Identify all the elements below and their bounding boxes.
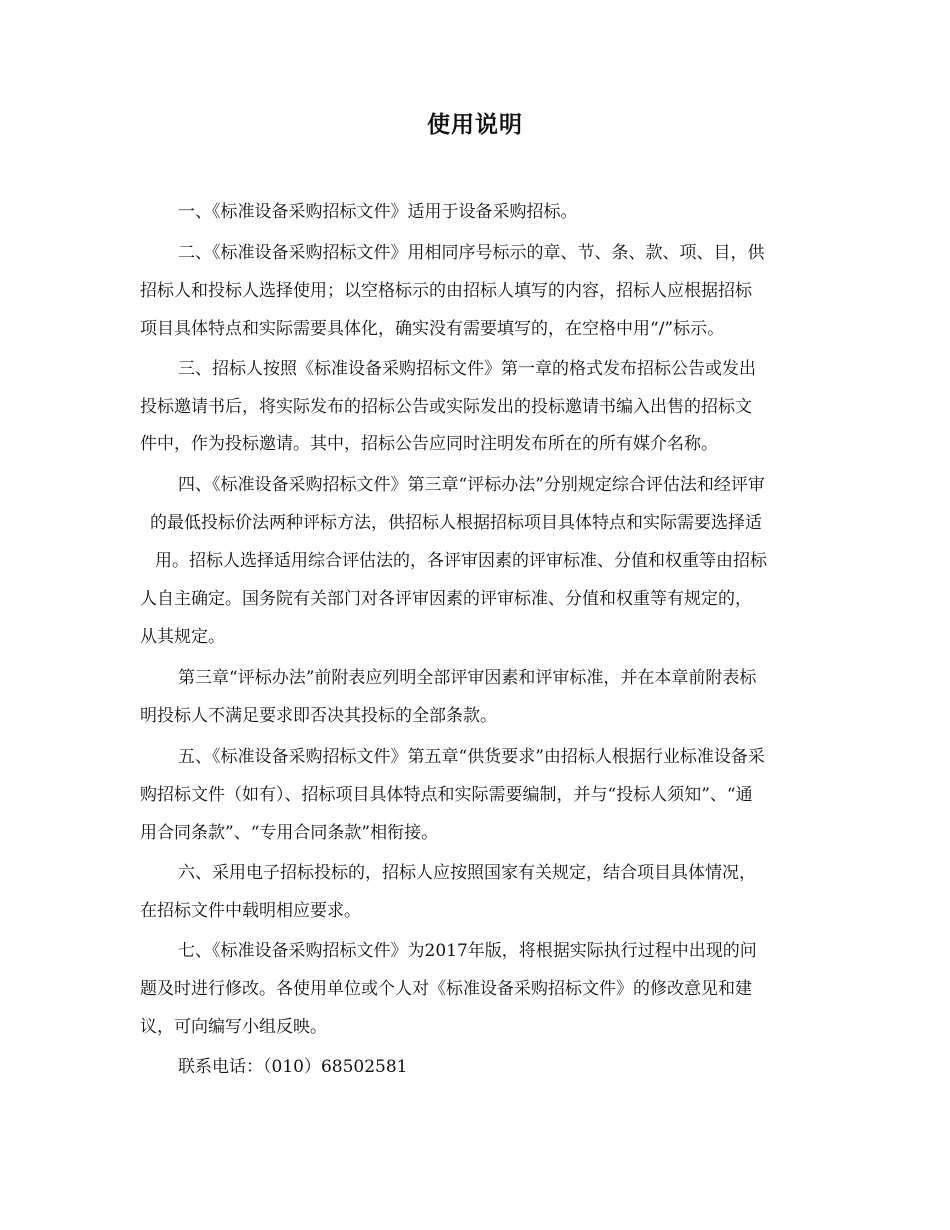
paragraph-line: 用合同条款”、“专用合同条款”相衔接。 — [140, 823, 439, 843]
paragraph-line: 的最低投标价法两种评标方法，供招标人根据招标项目具体特点和实际需要选择适 — [150, 513, 762, 533]
contact-phone: 联系电话：（010）68502581 — [178, 1057, 408, 1077]
paragraph-line: 件中，作为投标邀请。其中，招标公告应同时注明发布所在的所有媒介名称。 — [140, 434, 718, 454]
paragraph-line: 招标人和投标人选择使用；以空格标示的由招标人填写的内容，招标人应根据招标 — [140, 281, 752, 301]
paragraph-line: 项目具体特点和实际需要具体化，确实没有需要填写的，在空格中用“/”标示。 — [140, 319, 725, 339]
paragraph-line: 四、《标准设备采购招标文件》第三章“评标办法”分别规定综合评估法和经评审 — [178, 475, 765, 495]
paragraph-line: 投标邀请书后，将实际发布的招标公告或实际发出的投标邀请书编入出售的招标文 — [140, 397, 752, 417]
paragraph-line: 购招标文件（如有）、招标项目具体特点和实际需要编制，并与“投标人须知”、“通 — [140, 785, 753, 805]
paragraph-line: 明投标人不满足要求即否决其投标的全部条款。 — [140, 706, 497, 726]
paragraph-line: 五、《标准设备采购招标文件》第五章“供货要求”由招标人根据行业标准设备采 — [178, 747, 765, 767]
paragraph-line: 人自主确定。国务院有关部门对各评审因素的评审标准、分值和权重等有规定的， — [140, 589, 752, 609]
paragraph-line: 二、《标准设备采购招标文件》用相同序号标示的章、节、条、款、项、目，供 — [178, 243, 765, 263]
paragraph-line: 七、《标准设备采购招标文件》为2017年版，将根据实际执行过程中出现的问 — [178, 941, 757, 961]
paragraph-line: 议，可向编写小组反映。 — [140, 1017, 327, 1037]
paragraph-line: 一、《标准设备采购招标文件》适用于设备采购招标。 — [178, 202, 578, 222]
paragraph-line: 在招标文件中载明相应要求。 — [140, 901, 361, 921]
paragraph-line: 题及时进行修改。各使用单位或个人对《标准设备采购招标文件》的修改意见和建 — [140, 979, 752, 999]
paragraph-line: 用。招标人选择适用综合评估法的，各评审因素的评审标准、分值和权重等由招标 — [155, 551, 767, 571]
paragraph-line: 从其规定。 — [140, 627, 225, 647]
page-title: 使用说明 — [427, 112, 523, 138]
paragraph-line: 第三章“评标办法”前附表应列明全部评审因素和评审标准，并在本章前附表标 — [178, 668, 757, 688]
paragraph-line: 三、招标人按照《标准设备采购招标文件》第一章的格式发布招标公告或发出 — [178, 359, 756, 379]
paragraph-line: 六、采用电子招标投标的，招标人应按照国家有关规定，结合项目具体情况， — [178, 863, 756, 883]
